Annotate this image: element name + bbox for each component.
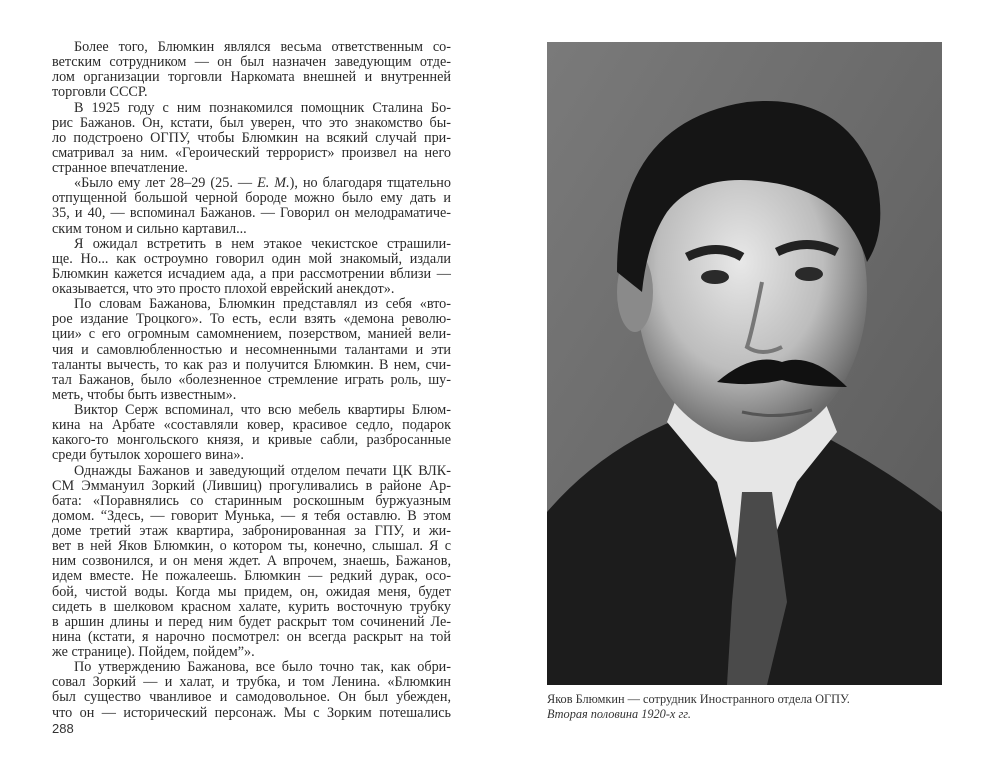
text-line: нина (кстати, я нарочно посмотрел: он всегда раскрыт на той	[52, 628, 451, 645]
portrait-photo	[547, 42, 942, 685]
text-line: чия и самовлюбленностью и несомненными талантами и эти	[52, 341, 451, 358]
text-line: сидеть в шелковом красном халате, курить восточную трубку	[52, 598, 451, 615]
text-line: ветским сотрудником — он был назначен заведующим отде-	[52, 54, 451, 71]
text-line: ще. Но... как остроумно говорил один мой знакомый, издали	[52, 250, 451, 267]
text-line: По утверждению Бажанова, все было точно так, как обри-	[74, 659, 451, 676]
text-line: сматривал за ним. «Героический террорист» произвел на него	[52, 144, 451, 161]
text-line: рое издание Троцкого». То есть, если взять «демона револю-	[52, 311, 451, 328]
text-line: был существо чванливое и самодовольное. Он был убежден,	[52, 689, 451, 706]
text-line: что он — исторический персонаж. Мы с Зорким потешались	[52, 704, 451, 721]
text-line: совал Зоркий — и халат, и трубка, и том Ленина. «Блюмкин	[52, 674, 451, 691]
caption-date: Вторая половина 1920-х гг.	[547, 707, 691, 721]
text-line: доме третий этаж квартира, забронированная за ГПУ, и жи-	[52, 523, 451, 539]
text-line: отпущенной большой черной бороде можно было ему дать и	[52, 190, 451, 207]
text-line: идем вместе. Не пожалеешь. Блюмкин — редкий дурак, осо-	[52, 568, 451, 585]
text-line: же странице). Пойдем, пойдем”».	[52, 644, 255, 660]
text-line: какого-то монгольского князя, и кривые сабли, разбросанные	[52, 432, 451, 449]
text-line: бата: «Поравнялись со старинным роскошным буржуазным	[52, 492, 451, 509]
text-line: кина на Арбате «составляли ковер, красивое седло, подарок	[52, 417, 451, 434]
text-line: 35, и 40, — вспоминал Бажанов. — Говорил он мелодраматиче-	[52, 205, 451, 222]
text-line: Более того, Блюмкин являлся весьма ответственным со-	[74, 39, 451, 55]
text-line: среди бутылок хорошего вина».	[52, 447, 244, 464]
text-line: меть, чтобы быть известным».	[52, 386, 237, 403]
text-line: оказывается, что это просто плохой еврейский анекдот».	[52, 281, 395, 297]
text-line: домом. “Здесь, — говорит Мунька, — я тебя оставлю. В этом	[52, 507, 451, 524]
text-line: рис Бажанов. Он, кстати, был уверен, что это знакомство бы-	[52, 114, 451, 131]
text-line: лом организации торговли Наркомата внешней и внутренней	[52, 69, 451, 86]
author-initials: Е. М.	[257, 175, 290, 192]
text-line: Блюмкин кажется исчадием ада, а при рассмотрении вблизи —	[52, 265, 451, 282]
text-line: странное впечатление.	[52, 160, 188, 176]
text-line: Однажды Бажанов и заведующий отделом печати ЦК ВЛК-	[74, 462, 451, 479]
caption-main: Яков Блюмкин — сотрудник Иностранного отдела ОГПУ.	[547, 692, 850, 706]
text-line: «Было ему лет 28–29 (25. — Е. М.), но благодаря тщательно	[74, 175, 451, 192]
text-line: вет в ней Яков Блюмкин, о котором ты, конечно, слышал. Я с	[52, 538, 451, 555]
text-line: ции» с его огромным самомнением, позерством, манией вели-	[52, 326, 451, 343]
text-line: ло подстроено ОГПУ, чтобы Блюмкин на всякий случай при-	[52, 129, 451, 146]
text-line: бой, чистой воды. Когда мы придем, он, ожидая меня, будет	[52, 583, 451, 600]
text-line: таланты вычесть, то как раз и получится Блюмкин. В нем, счи-	[52, 356, 451, 373]
text-line: СМ Эммануил Зоркий (Лившиц) прогуливались в районе Ар-	[52, 477, 451, 494]
text-line: Я ожидал встретить в нем этакое чекистское страшили-	[74, 235, 451, 252]
photo-caption	[547, 692, 850, 722]
text-line: По словам Бажанова, Блюмкин представлял из себя «вто-	[74, 296, 451, 313]
text-line: Виктор Серж вспоминал, что всю мебель квартиры Блюм-	[74, 402, 451, 418]
body-text	[52, 40, 451, 721]
text-line: в аршин длины и перед ним будет раскрыт том сочинений Ле-	[52, 613, 451, 630]
text-line: В 1925 году с ним познакомился помощник Сталина Бо-	[74, 99, 451, 116]
text-line: торговли СССР.	[52, 84, 148, 101]
text-line: тал Бажанов, было «болезненное стремление играть роль, шу-	[52, 371, 451, 388]
text-line: ским тоном и сильно картавил...	[52, 220, 247, 237]
text-line: ним созвонился, и он меня ждет. А впрочем, знаешь, Бажанов,	[52, 553, 451, 570]
page-number: 288	[52, 721, 74, 736]
